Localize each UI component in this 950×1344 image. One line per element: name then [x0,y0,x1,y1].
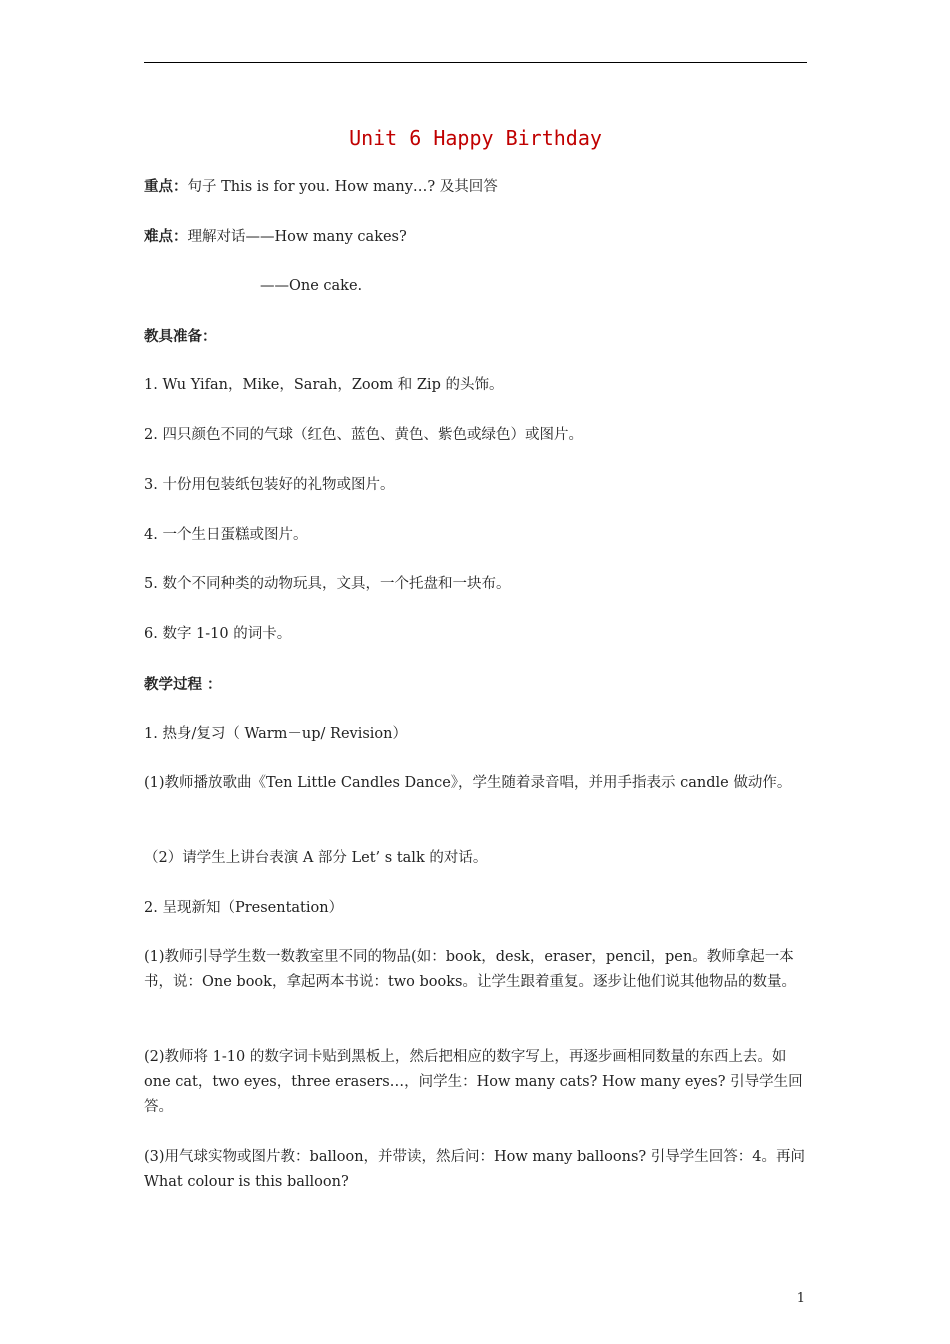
difficulty-label: 难点： [144,228,188,245]
materials-heading: 教具准备： [144,328,217,345]
process-heading: 教学过程 ： [144,676,222,693]
materials-item: 3. 十份用包装纸包装好的礼物或图片。 [144,477,395,493]
page-number: 1 [796,1291,805,1306]
header-rule [144,62,807,63]
materials-item: 4. 一个生日蛋糕或图片。 [144,527,308,543]
key-points-label: 重点： [144,178,188,195]
page-title: Unit 6 Happy Birthday [349,126,602,150]
materials-item: 5. 数个不同种类的动物玩具，文具，一个托盘和一块布。 [144,576,511,592]
process-step-2b: (2)教师将 1-10 的数字词卡贴到黑板上，然后把相应的数字写上，再逐步画相同数量的东西上去。如 one cat，two eyes，three erasers…，问学生：How many cats? How many eyes? 引导学生回答。 [144,1049,803,1115]
key-points [144,174,807,200]
process-step-2a: (1)教师引导学生数一数教室里不同的物品(如：book，desk，eraser，pencil，pen。教师拿起一本书，说：One book，拿起两本书说：two books。让学生跟着重复。逐步让他们说其他物品的数量。 [144,949,796,990]
difficulty [144,224,807,250]
process-step-2: 2. 呈现新知（Presentation） [144,900,344,916]
process-step-2c: (3)用气球实物或图片教：balloon，并带读，然后问：How many balloons? 引导学生回答：4。再问 What colour is this balloon? [144,1149,810,1190]
materials-item: 6. 数字 1-10 的词卡。 [144,626,292,642]
process-step-1a: (1)教师播放歌曲《Ten Little Candles Dance》，学生随着录音唱，并用手指表示 candle 做动作。 [144,775,792,791]
key-points-text: 句子 This is for you. How many…? 及其回答 [187,179,498,195]
process-step-1: 1. 热身/复习（ Warm－up/ Revision） [144,726,407,742]
difficulty-answer: ——One cake. [260,278,363,294]
materials-item: 1. Wu Yifan，Mike，Sarah，Zoom 和 Zip 的头饰。 [144,377,504,393]
materials-item: 2. 四只颜色不同的气球（红色、蓝色、黄色、紫色或绿色）或图片。 [144,427,583,443]
process-step-1b: （2）请学生上讲台表演 A 部分 Let’ s talk 的对话。 [144,850,488,866]
difficulty-text: 理解对话——How many cakes? [187,229,407,245]
